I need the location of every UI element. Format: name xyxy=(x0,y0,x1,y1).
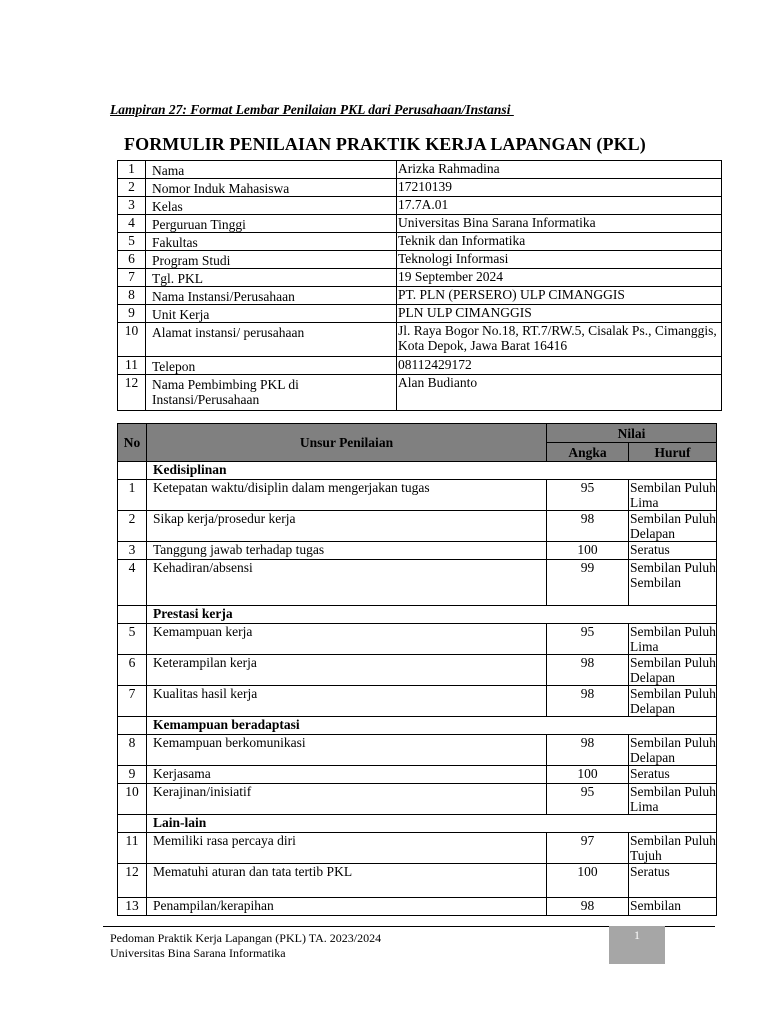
item-no: 3 xyxy=(118,542,147,560)
identity-table xyxy=(117,160,722,411)
item-huruf: Sembilan Puluh Lima xyxy=(630,784,716,814)
item-huruf: Seratus xyxy=(629,766,717,784)
section-title: Kemampuan beradaptasi xyxy=(147,717,717,735)
page-number: 1 xyxy=(609,926,665,964)
identity-no: 2 xyxy=(118,179,146,197)
item-unsur: Keterampilan kerja xyxy=(147,655,547,686)
evaluation-row xyxy=(118,766,717,784)
item-no: 10 xyxy=(118,784,147,815)
identity-value: PT. PLN (PERSERO) ULP CIMANGGIS xyxy=(397,287,722,305)
item-unsur: Penampilan/kerapihan xyxy=(147,898,547,916)
section-row xyxy=(118,462,717,480)
item-unsur: Kerjasama xyxy=(147,766,547,784)
section-title: Prestasi kerja xyxy=(147,606,717,624)
identity-value: 08112429172 xyxy=(397,357,722,375)
identity-row xyxy=(118,375,722,411)
item-huruf: Sembilan Puluh Delapan xyxy=(630,735,716,765)
item-unsur: Memiliki rasa percaya diri xyxy=(147,833,547,864)
evaluation-row xyxy=(118,542,717,560)
item-no: 5 xyxy=(118,624,147,655)
item-huruf: Sembilan Puluh Lima xyxy=(630,624,716,654)
section-no-cell xyxy=(118,815,147,833)
item-no: 2 xyxy=(118,511,147,542)
identity-no: 11 xyxy=(118,357,146,375)
item-huruf: Seratus xyxy=(629,864,717,898)
item-unsur: Tanggung jawab terhadap tugas xyxy=(147,542,547,560)
item-angka: 100 xyxy=(547,864,629,898)
identity-row xyxy=(118,357,722,375)
section-no-cell xyxy=(118,462,147,480)
item-angka: 98 xyxy=(547,655,629,686)
item-angka: 95 xyxy=(547,480,629,511)
appendix-heading: Lampiran 27: Format Lembar Penilaian PKL dari Perusahaan/Instansi xyxy=(110,102,514,117)
identity-no: 10 xyxy=(118,323,146,357)
identity-row xyxy=(118,215,722,233)
section-row xyxy=(118,815,717,833)
item-angka: 100 xyxy=(547,766,629,784)
item-angka: 99 xyxy=(547,560,629,606)
item-no: 8 xyxy=(118,735,147,766)
header-huruf: Huruf xyxy=(629,443,717,462)
identity-label: Alamat instansi/ perusahaan xyxy=(146,323,397,357)
item-unsur: Mematuhi aturan dan tata tertib PKL xyxy=(147,864,547,898)
footer-guide-title: Pedoman Praktik Kerja Lapangan (PKL) TA. 2023/2024 xyxy=(110,931,382,945)
identity-no: 7 xyxy=(118,269,146,287)
item-angka: 95 xyxy=(547,624,629,655)
item-angka: 98 xyxy=(547,511,629,542)
item-huruf: Sembilan Puluh Delapan xyxy=(630,686,716,716)
item-angka: 98 xyxy=(547,735,629,766)
item-unsur: Kemampuan kerja xyxy=(147,624,547,655)
evaluation-row xyxy=(118,686,717,717)
section-row xyxy=(118,717,717,735)
header-angka: Angka xyxy=(547,443,629,462)
evaluation-row xyxy=(118,784,717,815)
identity-no: 1 xyxy=(118,161,146,179)
evaluation-row xyxy=(118,898,717,916)
form-title: FORMULIR PENILAIAN PRAKTIK KERJA LAPANGAN (PKL) xyxy=(124,134,646,154)
identity-row xyxy=(118,161,722,179)
identity-row xyxy=(118,269,722,287)
section-title: Kedisiplinan xyxy=(147,462,717,480)
item-no: 7 xyxy=(118,686,147,717)
header-nilai: Nilai xyxy=(547,424,717,443)
evaluation-row xyxy=(118,511,717,542)
evaluation-row xyxy=(118,480,717,511)
header-no: No xyxy=(118,424,147,462)
item-no: 11 xyxy=(118,833,147,864)
item-huruf: Sembilan xyxy=(629,898,717,916)
identity-value: Teknologi Informasi xyxy=(397,251,722,269)
item-unsur: Kehadiran/absensi xyxy=(147,560,547,606)
identity-row xyxy=(118,323,722,357)
item-unsur: Ketepatan waktu/disiplin dalam mengerjakan tugas xyxy=(147,480,547,511)
identity-no: 5 xyxy=(118,233,146,251)
evaluation-row xyxy=(118,833,717,864)
item-huruf: Sembilan Puluh Tujuh xyxy=(630,833,716,863)
item-no: 13 xyxy=(118,898,147,916)
identity-no: 8 xyxy=(118,287,146,305)
identity-value: Alan Budianto xyxy=(397,375,722,411)
evaluation-table xyxy=(117,423,717,916)
identity-label: Kelas xyxy=(146,197,397,215)
item-unsur: Kemampuan berkomunikasi xyxy=(147,735,547,766)
identity-value: Jl. Raya Bogor No.18, RT.7/RW.5, Cisalak Ps., Cimanggis, Kota Depok, Jawa Barat 16416 xyxy=(397,323,722,357)
identity-row xyxy=(118,251,722,269)
evaluation-row xyxy=(118,624,717,655)
identity-label: Perguruan Tinggi xyxy=(146,215,397,233)
item-huruf: Sembilan Puluh Sembilan xyxy=(629,560,717,606)
identity-no: 12 xyxy=(118,375,146,411)
identity-label: Fakultas xyxy=(146,233,397,251)
footer-text xyxy=(110,931,381,961)
identity-value: 19 September 2024 xyxy=(397,269,722,287)
evaluation-row xyxy=(118,655,717,686)
item-angka: 98 xyxy=(547,898,629,916)
item-no: 9 xyxy=(118,766,147,784)
item-huruf: Sembilan Puluh Delapan xyxy=(630,655,716,685)
identity-no: 4 xyxy=(118,215,146,233)
item-huruf: Sembilan Puluh Lima xyxy=(630,480,716,510)
section-title: Lain-lain xyxy=(147,815,717,833)
section-no-cell xyxy=(118,717,147,735)
item-no: 4 xyxy=(118,560,147,606)
identity-value: 17210139 xyxy=(397,179,722,197)
item-angka: 98 xyxy=(547,686,629,717)
identity-label: Nama Instansi/Perusahaan xyxy=(146,287,397,305)
item-no: 1 xyxy=(118,480,147,511)
identity-label: Nama xyxy=(146,161,397,179)
identity-no: 6 xyxy=(118,251,146,269)
identity-row xyxy=(118,287,722,305)
evaluation-row xyxy=(118,864,717,898)
identity-row xyxy=(118,305,722,323)
identity-label: Nomor Induk Mahasiswa xyxy=(146,179,397,197)
item-no: 12 xyxy=(118,864,147,898)
identity-value: Arizka Rahmadina xyxy=(397,161,722,179)
item-no: 6 xyxy=(118,655,147,686)
item-angka: 97 xyxy=(547,833,629,864)
evaluation-row xyxy=(118,735,717,766)
item-unsur: Kerajinan/inisiatif xyxy=(147,784,547,815)
item-angka: 100 xyxy=(547,542,629,560)
evaluation-row xyxy=(118,560,717,606)
header-unsur-penilaian: Unsur Penilaian xyxy=(147,424,547,462)
identity-no: 9 xyxy=(118,305,146,323)
item-unsur: Kualitas hasil kerja xyxy=(147,686,547,717)
section-no-cell xyxy=(118,606,147,624)
identity-value: 17.7A.01 xyxy=(397,197,722,215)
item-unsur: Sikap kerja/prosedur kerja xyxy=(147,511,547,542)
identity-value: PLN ULP CIMANGGIS xyxy=(397,305,722,323)
identity-label: Tgl. PKL xyxy=(146,269,397,287)
identity-value: Universitas Bina Sarana Informatika xyxy=(397,215,722,233)
identity-row xyxy=(118,197,722,215)
identity-label: Nama Pembimbing PKL di Instansi/Perusahaan xyxy=(146,375,397,411)
item-angka: 95 xyxy=(547,784,629,815)
identity-label: Telepon xyxy=(146,357,397,375)
identity-row xyxy=(118,233,722,251)
item-huruf: Seratus xyxy=(629,542,717,560)
identity-label: Unit Kerja xyxy=(146,305,397,323)
item-huruf: Sembilan Puluh Delapan xyxy=(630,511,716,541)
identity-no: 3 xyxy=(118,197,146,215)
identity-value: Teknik dan Informatika xyxy=(397,233,722,251)
section-row xyxy=(118,606,717,624)
identity-row xyxy=(118,179,722,197)
footer-university: Universitas Bina Sarana Informatika xyxy=(110,946,286,960)
identity-label: Program Studi xyxy=(146,251,397,269)
